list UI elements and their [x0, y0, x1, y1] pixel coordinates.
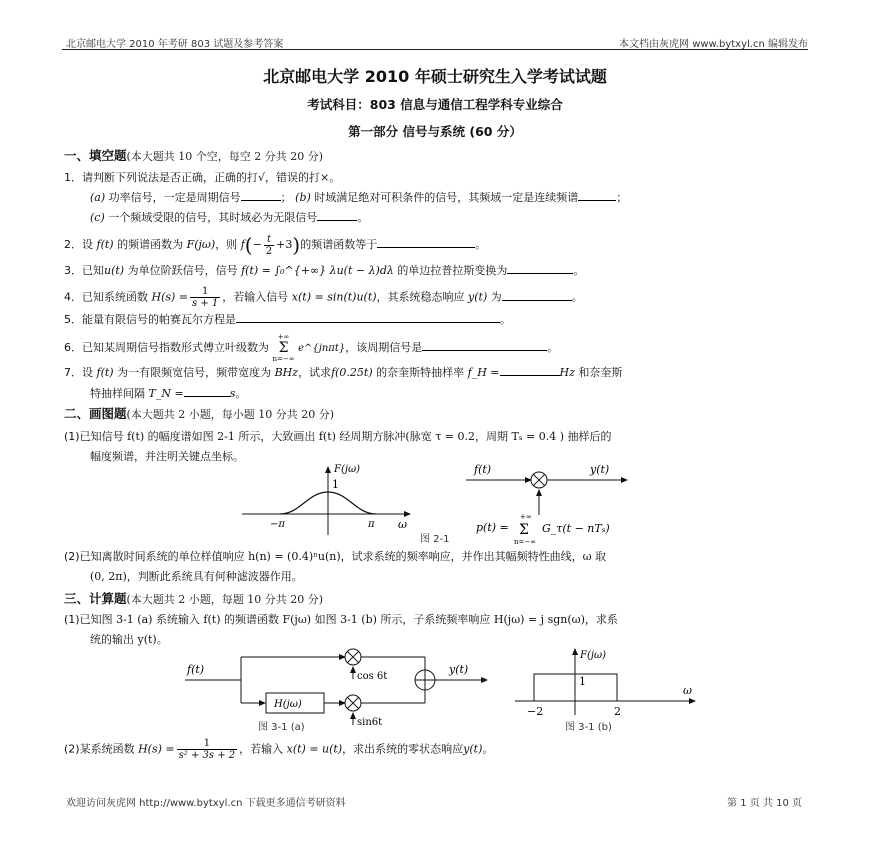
- question-text: 已知信号 f(t) 的幅度谱如图 2-1 所示，大致画出 f(t) 经周期方脉冲(脉宽 τ = 0.2，周期 Tₛ = 0.4 ) 抽样后的: [79, 430, 612, 443]
- section2-note: (本大题共 2 小题，每小题 10 分共 20 分): [126, 408, 335, 421]
- text: 已知某周期信号指数形式傅立叶级数为: [82, 341, 269, 354]
- answer-blank[interactable]: [507, 263, 573, 274]
- text: 为: [490, 290, 502, 304]
- q1-6: 6．已知某周期信号指数形式傅立叶级数为 +∞ Σ n=−∞ e^{jnπt}，该周期信号是 。: [64, 333, 559, 363]
- question-number: (1): [64, 430, 80, 443]
- math: H(s) =: [151, 290, 189, 304]
- math: BHz: [274, 366, 299, 379]
- answer-blank[interactable]: [241, 190, 281, 201]
- q1-7-cont: [90, 385, 246, 401]
- q1-1-c: (c) 一个频域受限的信号，其时域必为无限信号 。: [90, 211, 369, 224]
- math: y(t): [468, 290, 488, 304]
- math: f(t) = ∫₀^{+∞} λu(t − λ)dλ: [241, 264, 394, 277]
- x-axis-label: ω: [398, 518, 407, 531]
- header-left: 北京邮电大学 2010 年考研 803 试题及参考答案: [66, 39, 284, 50]
- question-number: (2): [64, 742, 80, 756]
- math: f(0.25t): [331, 366, 373, 379]
- math: e^{jnπt}: [298, 343, 346, 354]
- summation: +∞ Σ n=−∞: [272, 333, 295, 363]
- output-label: y(t): [449, 663, 469, 676]
- part-heading: 第一部分 信号与系统 (60 分）: [348, 124, 522, 139]
- text: 某系统函数: [79, 742, 135, 756]
- question-text: 统的输出 y(t)。: [90, 633, 168, 646]
- sum-upper: +∞: [277, 333, 290, 341]
- text: 的频谱函数等于: [300, 238, 378, 251]
- sum-upper: +∞: [520, 513, 532, 521]
- text: 设: [82, 366, 93, 379]
- y-axis-label: F(jω): [580, 650, 606, 661]
- text: ，若输入信号: [222, 290, 289, 304]
- fraction: [264, 234, 274, 257]
- math: x(t) = sin(t)u(t): [291, 290, 377, 304]
- tick-label-left: −2: [527, 705, 544, 718]
- denominator: 2: [265, 245, 273, 257]
- question-number: 6．: [64, 341, 82, 354]
- math: s: [229, 387, 236, 400]
- math: Hz: [559, 366, 575, 379]
- input-label: f(t): [187, 663, 205, 676]
- item-label: (b): [295, 191, 311, 204]
- q1-1: [64, 169, 340, 185]
- section3-heading: [64, 589, 323, 607]
- q1-3: 3．已知u(t) 为单位阶跃信号，信号 f(t) = ∫₀^{+∞} λu(t − λ)dλ 的单边拉普拉斯变换为 。: [64, 264, 585, 277]
- answer-blank[interactable]: [500, 365, 560, 376]
- fraction: [190, 286, 220, 309]
- answer-blank[interactable]: [184, 386, 230, 397]
- math: y(t): [463, 742, 483, 756]
- section2-heading: [64, 404, 334, 422]
- text: 。: [235, 387, 247, 400]
- x-axis-label: ω: [683, 684, 692, 697]
- text: 。: [482, 742, 494, 756]
- q1-2: 2．设 f(t) 的频谱函数为 F(jω)，则 f(− $\frac{t}{2}$ +3)的频谱函数等于 。: [64, 233, 487, 257]
- section1-title: 一、填空题: [64, 148, 127, 163]
- page-title: 北京邮电大学 2010 年硕士研究生入学考试试题: [263, 67, 607, 86]
- answer-blank[interactable]: [502, 290, 572, 301]
- item-label: (a): [90, 191, 106, 204]
- item-text: 一个频域受限的信号，其时域必为无限信号: [108, 211, 318, 224]
- text: ，若输入: [239, 742, 284, 756]
- section3-title: 三、计算题: [64, 591, 127, 606]
- peak-label: 1: [332, 478, 339, 491]
- math: f_H =: [467, 366, 500, 379]
- answer-blank[interactable]: [317, 210, 357, 221]
- item-text: 时域满足绝对可积条件的信号，其频域一定是连续频谱: [314, 191, 579, 204]
- question-number: 1．: [64, 171, 82, 184]
- input-label: f(t): [474, 463, 492, 476]
- question-text: (0, 2π)，判断此系统具有何种滤波器作用。: [90, 570, 303, 583]
- question-number: 7．: [64, 366, 82, 379]
- block-label: H(jω): [274, 699, 302, 710]
- fraction: [177, 738, 237, 761]
- question-number: 3．: [64, 264, 82, 277]
- output-label: y(t): [590, 463, 610, 476]
- math: f(t): [96, 238, 114, 251]
- question-text: 已知离散时间系统的单位样值响应 h(n) = (0.4)ⁿu(n)，试求系统的频率响应，并作出其幅频特性曲线，ω 取: [79, 550, 607, 563]
- item-text: 功率信号，一定是周期信号: [108, 191, 241, 204]
- section1-note: (本大题共 10 个空，每空 2 分共 20 分): [126, 150, 324, 163]
- svg-text:Σ: Σ: [519, 522, 529, 538]
- answer-blank[interactable]: [578, 190, 616, 201]
- figure-3-1a-caption: 图 3-1 (a): [258, 722, 305, 733]
- q3-1-cont: [90, 631, 168, 647]
- exam-subject: 考试科目：803 信息与通信工程学科专业综合: [307, 97, 563, 112]
- page-indicator: 第 1 页 共 10 页: [727, 798, 802, 809]
- text: 的单边拉普拉斯变换为: [397, 264, 508, 277]
- answer-blank[interactable]: [377, 237, 475, 248]
- math: −: [252, 238, 262, 251]
- q3-2: [64, 738, 493, 761]
- text: ，其系统稳态响应: [376, 290, 465, 304]
- figure-3-1b-caption: 图 3-1 (b): [565, 722, 612, 733]
- q2-2-cont: [90, 568, 303, 584]
- q1-7: [64, 364, 622, 380]
- text: 已知系统函数: [82, 290, 148, 304]
- text: ，求出系统的零状态响应: [342, 742, 464, 756]
- figure-3-1b: [515, 645, 715, 720]
- question-number: (2): [64, 550, 80, 563]
- text: 为单位阶跃信号，信号: [127, 264, 238, 277]
- q1-4: 4．已知系统函数 H(s) = $\frac{1}{s + 1}$ ，若输入信号 x(t) = sin(t)u(t)，其系统稳态响应 y(t) 为 。: [64, 286, 583, 309]
- question-text: 幅度频谱，并注明关键点坐标。: [90, 450, 244, 463]
- text: 已知: [82, 264, 104, 277]
- q2-2: [64, 548, 606, 564]
- figure-3-1a: [175, 645, 495, 735]
- figure-2-1-caption: 图 2-1: [420, 534, 450, 545]
- section2-title: 二、画图题: [64, 406, 127, 421]
- q1-5: 5．能量有限信号的帕赛瓦尔方程是 。: [64, 313, 511, 326]
- text: ，则: [215, 238, 238, 251]
- footer-left: 欢迎访问灰虎网 http://www.bytxyl.cn 下载更多通信考研资料: [66, 798, 346, 809]
- numerator: t: [264, 234, 274, 246]
- item-label: (c): [90, 211, 105, 224]
- question-text: 能量有限信号的帕赛瓦尔方程是: [82, 313, 236, 326]
- denominator: s² + 3s + 2: [178, 750, 236, 761]
- question-number: 5．: [64, 313, 82, 326]
- answer-blank[interactable]: [236, 312, 500, 323]
- text: ，试求: [298, 366, 332, 379]
- denominator: s + 1: [192, 298, 219, 309]
- math: F(jω): [186, 238, 216, 251]
- q2-1-cont: [90, 448, 244, 464]
- math: f(t): [96, 366, 114, 379]
- text: 特抽样间隔: [90, 387, 145, 400]
- sum-lower: n=−∞: [514, 538, 537, 546]
- text: 为一有限频宽信号，频带宽度为: [117, 366, 272, 379]
- sum-lower: n=−∞: [272, 355, 295, 363]
- pulse-term: G_τ(t − nTₛ): [542, 522, 610, 535]
- math: u(t): [104, 264, 125, 277]
- question-number: (1): [64, 613, 80, 626]
- question-number: 4．: [64, 290, 82, 304]
- numerator: 1: [177, 738, 237, 750]
- math: +3: [276, 238, 293, 251]
- question-text: 请判断下列说法是否正确，正确的打√，错误的打×。: [82, 171, 341, 184]
- math: x(t) = u(t): [286, 742, 343, 756]
- section3-note: (本大题共 2 小题，每题 10 分共 20 分): [126, 593, 324, 606]
- header-right: 本文档由灰虎网 www.bytxyl.cn 编辑发布: [619, 39, 808, 50]
- math: H(s) =: [138, 742, 175, 756]
- text: 和奈奎斯: [578, 366, 623, 379]
- answer-blank[interactable]: [422, 340, 547, 351]
- sin-label: sin6t: [357, 717, 383, 728]
- section1-heading: [64, 146, 323, 164]
- pulse-train-label: p(t) =: [476, 521, 509, 534]
- text: 设: [82, 238, 93, 251]
- q2-1: [64, 428, 612, 444]
- math: f: [240, 238, 245, 251]
- math: T_N =: [148, 387, 184, 400]
- y-axis-label: F(jω): [334, 464, 360, 475]
- text: 的奈奎斯特抽样率: [376, 366, 465, 379]
- numerator: 1: [190, 286, 220, 298]
- header-rule: [62, 49, 808, 50]
- height-label: 1: [579, 675, 586, 688]
- text: ，该周期信号是: [345, 341, 423, 354]
- q3-1: [64, 611, 618, 627]
- cos-label: cos 6t: [357, 671, 388, 682]
- question-number: 2．: [64, 238, 82, 251]
- question-text: 已知图 3-1 (a) 系统输入 f(t) 的频谱函数 F(jω) 如图 3-1 (b) 所示，子系统频率响应 H(jω) = j sgn(ω)，求系: [79, 613, 618, 626]
- tick-label-right: 2: [614, 705, 621, 718]
- tick-label-left: −π: [270, 519, 285, 530]
- text: 的频谱函数为: [117, 238, 184, 251]
- q1-1-ab: (a) 功率信号，一定是周期信号 ； (b) 时域满足绝对可积条件的信号，其频域一定是连续频谱 ；: [90, 191, 628, 204]
- tick-label-right: π: [368, 519, 375, 530]
